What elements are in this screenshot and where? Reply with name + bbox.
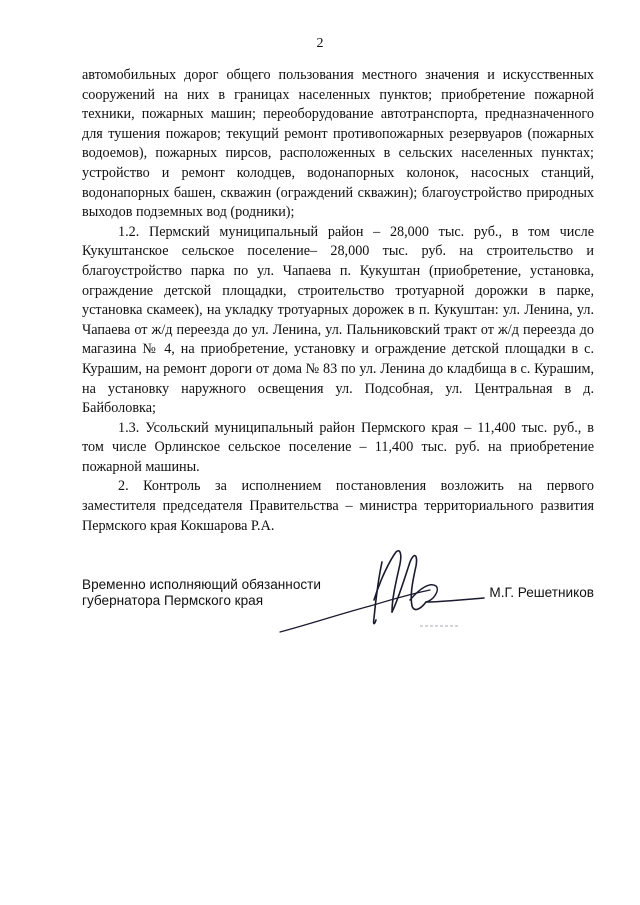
paragraph-continuation: автомобильных дорог общего пользования местного значения и искусственных сооружений на них в границах населенных пунктов; приобретение пожарной техники, пожарных машин; переоборудование автотранспорта, предназначенного для тушения пожаров; текущий ремонт противопожарных резервуаров (пожарных водоемов), пожарных пирсов, расположенных в сельских населенных пунктах; устройство и ремонт колодцев, водонапорных колонок, насосных станций, водонапорных башен, скважин (ограждений скважин); благоустройство природных выходов подземных вод (родники); [82,67,594,221]
page-number: 2 [316,36,324,51]
paragraph-item-1-3: 1.3. Усольский муниципальный район Пермского края – 11,400 тыс. руб., в том числе Орлинское сельское поселение – 11,400 тыс. руб. на приобретение пожарной машины. [82,419,594,475]
document-body [82,66,594,536]
signatory-name: М.Г. Решетников [489,585,594,600]
signature-block [82,577,594,637]
paragraph-item-1-2: 1.2. Пермский муниципальный район – 28,000 тыс. руб., в том числе Кукуштанское сельское поселение– 28,000 тыс. руб. на строительство и благоустройство парка по ул. Чапаева п. Кукуштан (приобретение, установка, ограждение детской площадки, строительство тротуарной дорожки в парке, установка скамеек), на укладку тротуарных дорожек в п. Кукуштан: ул. Ленина, ул. Чапаева от ж/д переезда до ул. Ленина, ул. Пальниковский тракт от ж/д переезда до магазина № 4, на приобретение, установку и ограждение детской площадки в с. Курашим, на ремонт дороги от дома № 83 по ул. Ленина до кладбища в с. Курашим, на установку наружного освещения ул. Подсобная, ул. Центральная в д. Байболовка; [82,223,594,417]
signatory-title-line-1: Временно исполняющий обязанности [82,577,321,592]
signatory-title-line-2: губернатора Пермского края [82,593,264,608]
paragraph-item-2: 2. Контроль за исполнением постановления возложить на первого заместителя председателя Правительства – министра территориального развития Пермского края Кокшарова Р.А. [82,478,594,534]
signatory-title [82,577,321,609]
